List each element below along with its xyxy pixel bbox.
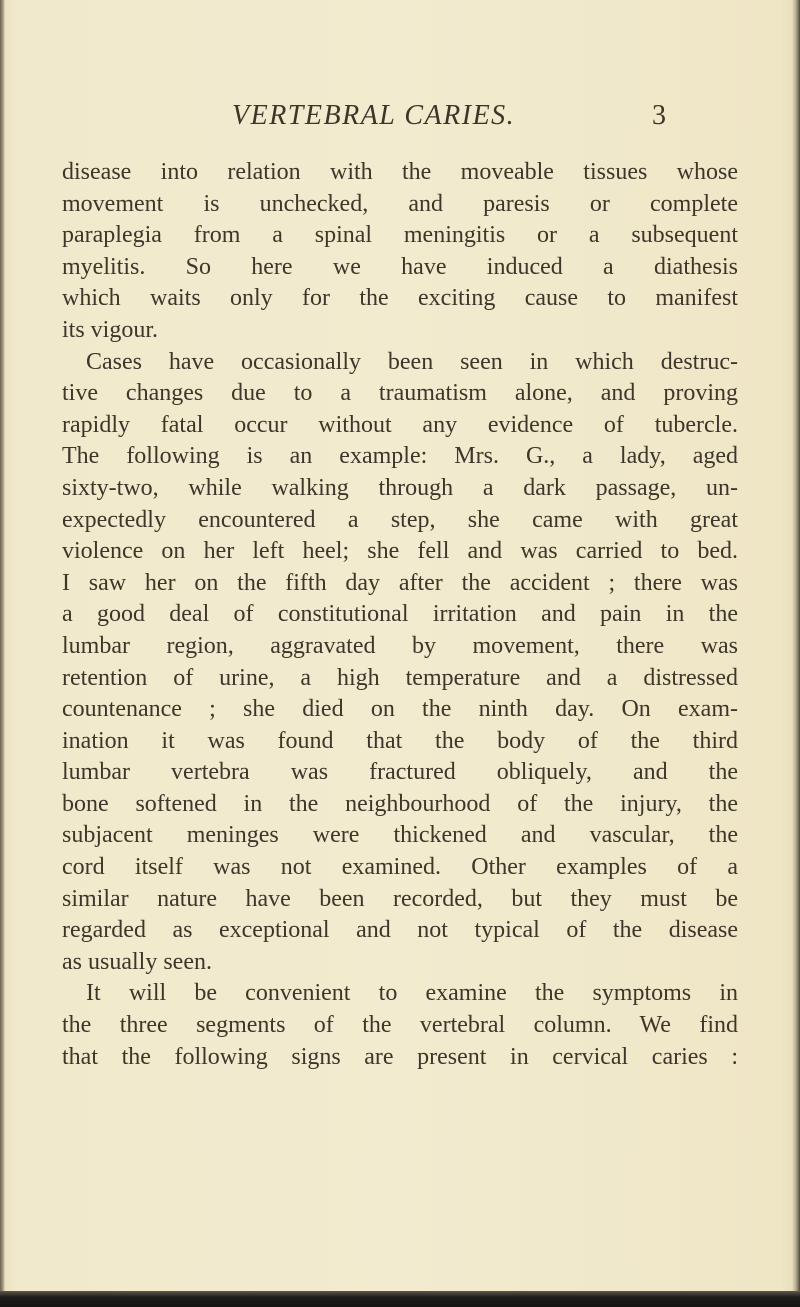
page-right-edge	[792, 0, 800, 1307]
text-line: lumbar region, aggravated by movement, there was	[62, 632, 738, 659]
text-line: ination it was found that the body of the third	[62, 727, 738, 754]
text-line: which waits only for the exciting cause to manifest	[62, 285, 738, 312]
text-line: a good deal of constitutional irritation and pain in the	[62, 601, 738, 628]
text-line: lumbar vertebra was fractured obliquely, and the	[62, 759, 738, 786]
text-line: The following is an example: Mrs. G., a lady, aged	[62, 443, 738, 470]
text-line: that the following signs are present in cervical caries :	[62, 1043, 738, 1070]
text-line: regarded as exceptional and not typical of the disease	[62, 917, 738, 944]
text-line: sixty-two, while walking through a dark passage, un-	[62, 474, 738, 501]
page-number: 3	[652, 100, 666, 131]
text-line: retention of urine, a high temperature and a distressed	[62, 664, 738, 691]
text-line: movement is unchecked, and paresis or complete	[62, 190, 738, 217]
scan-bottom-edge	[0, 1291, 800, 1307]
text-line: expectedly encountered a step, she came with great	[62, 506, 738, 533]
text-line: violence on her left heel; she fell and was carried to bed.	[62, 538, 738, 565]
text-line: I saw her on the fifth day after the accident ; there was	[62, 569, 738, 596]
text-line: subjacent meninges were thickened and vascular, the	[62, 822, 738, 849]
page-left-edge	[0, 0, 5, 1307]
text-line: Cases have occasionally been seen in which destruc-	[86, 348, 738, 375]
text-line: rapidly fatal occur without any evidence of tubercle.	[62, 411, 738, 438]
body-text	[62, 157, 738, 1073]
text-line: bone softened in the neighbourhood of the injury, the	[62, 790, 738, 817]
page-header	[0, 100, 800, 140]
text-line: cord itself was not examined. Other examples of a	[62, 854, 738, 881]
text-line: myelitis. So here we have induced a diathesis	[62, 253, 738, 280]
text-line: It will be convenient to examine the symptoms in	[86, 980, 738, 1007]
text-line: disease into relation with the moveable tissues whose	[62, 159, 738, 185]
text-line: paraplegia from a spinal meningitis or a subsequent	[62, 222, 738, 249]
text-line: its vigour.	[62, 316, 159, 343]
running-title: VERTEBRAL CARIES.	[232, 100, 516, 131]
text-line: countenance ; she died on the ninth day. On exam-	[62, 696, 738, 723]
text-line: the three segments of the vertebral column. We find	[62, 1012, 738, 1039]
text-line: similar nature have been recorded, but they must be	[62, 885, 738, 912]
text-line: tive changes due to a traumatism alone, and proving	[62, 380, 738, 407]
text-line: as usually seen.	[62, 948, 212, 975]
